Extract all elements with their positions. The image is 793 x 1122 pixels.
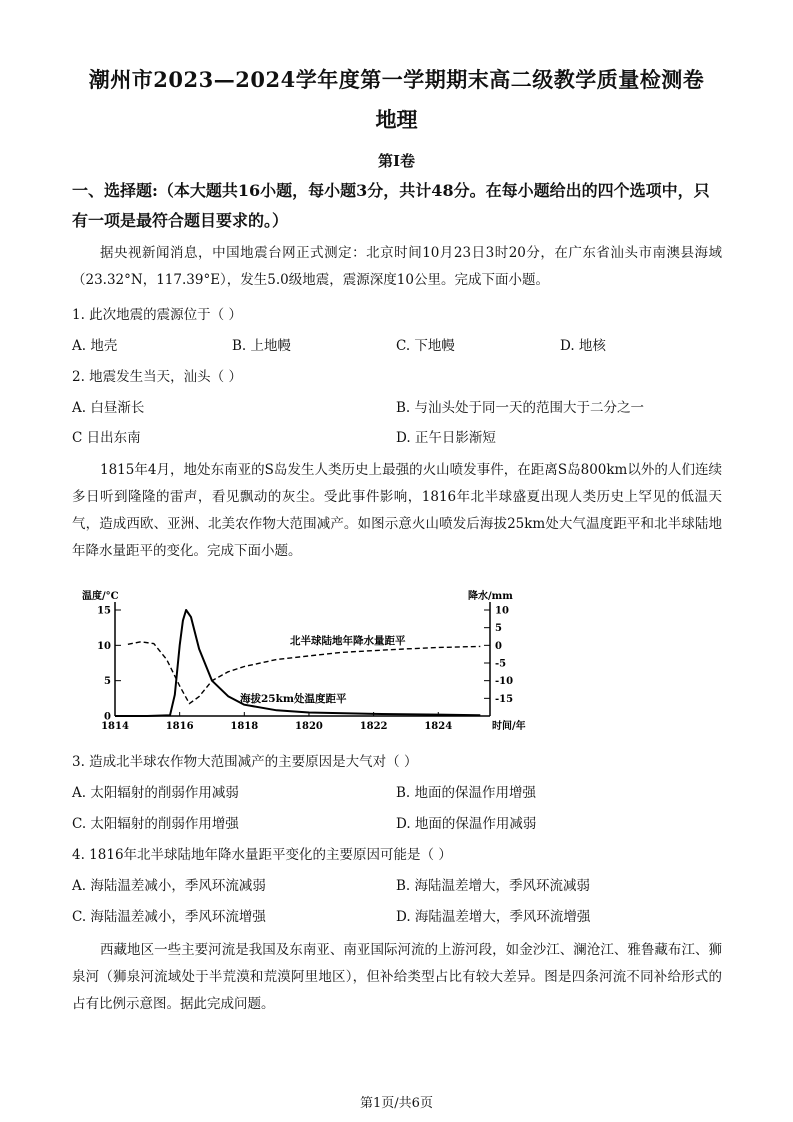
q1-option-c[interactable]: C. 下地幔	[396, 338, 455, 354]
right-tick-label: -15	[495, 693, 514, 705]
question-4-stem: 4. 1816年北半球陆地年降水量距平变化的主要原因可能是（ ）	[72, 847, 452, 863]
x-tick-label: 1822	[359, 721, 388, 732]
section-heading-line2: 有一项是最符合题目要求的。）	[72, 211, 289, 230]
q1-option-a[interactable]: A. 地壳	[72, 338, 118, 354]
q2-option-c[interactable]: C 日出东南	[72, 430, 141, 446]
volume-label: 第Ⅰ卷	[377, 152, 416, 170]
precip-annotation: 北半球陆地年降水量距平	[290, 635, 406, 647]
q4-option-b[interactable]: B. 海陆温差增大，季风环流减弱	[396, 878, 591, 894]
q2-option-d[interactable]: D. 正午日影渐短	[396, 430, 496, 446]
temp-annotation: 海拔25km处温度距平	[240, 693, 347, 705]
left-tick-label: 15	[97, 605, 111, 617]
q2-option-b[interactable]: B. 与汕头处于同一天的范围大于二分之一	[396, 400, 645, 416]
left-tick-label: 0	[104, 711, 111, 723]
x-axis-label: 时间/年	[492, 721, 526, 732]
q3-option-b[interactable]: B. 地面的保温作用增强	[396, 785, 537, 801]
q3-option-a[interactable]: A. 太阳辐射的削弱作用减弱	[72, 785, 239, 801]
exam-title: 潮州市2023—2024学年度第一学期期末高二级教学质量检测卷	[88, 67, 705, 92]
right-tick-label: 10	[495, 605, 509, 617]
q3-option-c[interactable]: C. 太阳辐射的削弱作用增强	[72, 816, 239, 832]
passage-tibet-rivers: 西藏地区一些主要河流是我国及东南亚、南亚国际河流的上游河段，如金沙江、澜沧江、雅鲁藏布江、狮泉河（狮泉河流域处于半荒漠和荒漠阿里地区），但补给类型占比有较大差异。图是四条河流不同补给形式的占有比例示意图。据此完成问题。	[72, 942, 722, 1012]
right-tick-label: 5	[495, 623, 502, 635]
left-axis-label: 温度/°C	[82, 591, 119, 602]
x-tick-label: 1816	[165, 721, 194, 732]
question-2-stem: 2. 地震发生当天，汕头（ ）	[72, 369, 242, 385]
right-tick-label: 0	[495, 640, 502, 652]
x-tick-label: 1818	[230, 721, 259, 732]
subject-title: 地理	[375, 107, 418, 132]
right-tick-label: -10	[495, 676, 514, 688]
right-axis-label: 降水/mm	[468, 591, 513, 602]
q4-option-c[interactable]: C. 海陆温差减小，季风环流增强	[72, 909, 266, 925]
section-heading-line1: 一、选择题:（本大题共16小题，每小题3分，共计48分。在每小题给出的四个选项中，只	[72, 181, 710, 200]
passage-earthquake: 据央视新闻消息，中国地震台网正式测定：北京时间10月23日3时20分，在广东省汕头市南澳县海域（23.32°N，117.39°E），发生5.0级地震，震源深度10公里。完成下面小题。	[72, 245, 722, 288]
question-3-stem: 3. 造成北半球农作物大范围减产的主要原因是大气对（ ）	[72, 754, 418, 770]
q2-option-a[interactable]: A. 白昼渐长	[72, 400, 145, 416]
q1-option-b[interactable]: B. 上地幔	[232, 338, 292, 354]
q1-option-d[interactable]: D. 地核	[560, 338, 606, 354]
left-tick-label: 5	[104, 676, 111, 688]
page-number: 第1页/共6页	[360, 1096, 433, 1111]
x-tick-label: 1814	[101, 721, 129, 732]
left-tick-label: 10	[97, 640, 111, 652]
q4-option-a[interactable]: A. 海陆温差减小，季风环流减弱	[72, 878, 266, 894]
q3-option-d[interactable]: D. 地面的保温作用减弱	[396, 816, 537, 832]
climate-anomaly-chart	[80, 588, 530, 736]
x-tick-label: 1824	[424, 721, 453, 732]
x-tick-label: 1820	[295, 721, 323, 732]
question-1-stem: 1. 此次地震的震源位于（ ）	[72, 307, 242, 323]
right-tick-label: -5	[495, 658, 507, 670]
q4-option-d[interactable]: D. 海陆温差增大，季风环流增强	[396, 909, 591, 925]
passage-volcano: 1815年4月，地处东南亚的S岛发生人类历史上最强的火山喷发事件，在距离S岛800km以外的人们连续多日听到隆隆的雷声，看见飘动的灰尘。受此事件影响，1816年北半球盛夏出现人类历史上罕见的低温天气，造成西欧、亚洲、北美农作物大范围减产。如图示意火山喷发后海拔25km处大气温度距平和北半球陆地年降水量距平的变化。完成下面小题。	[72, 462, 722, 559]
